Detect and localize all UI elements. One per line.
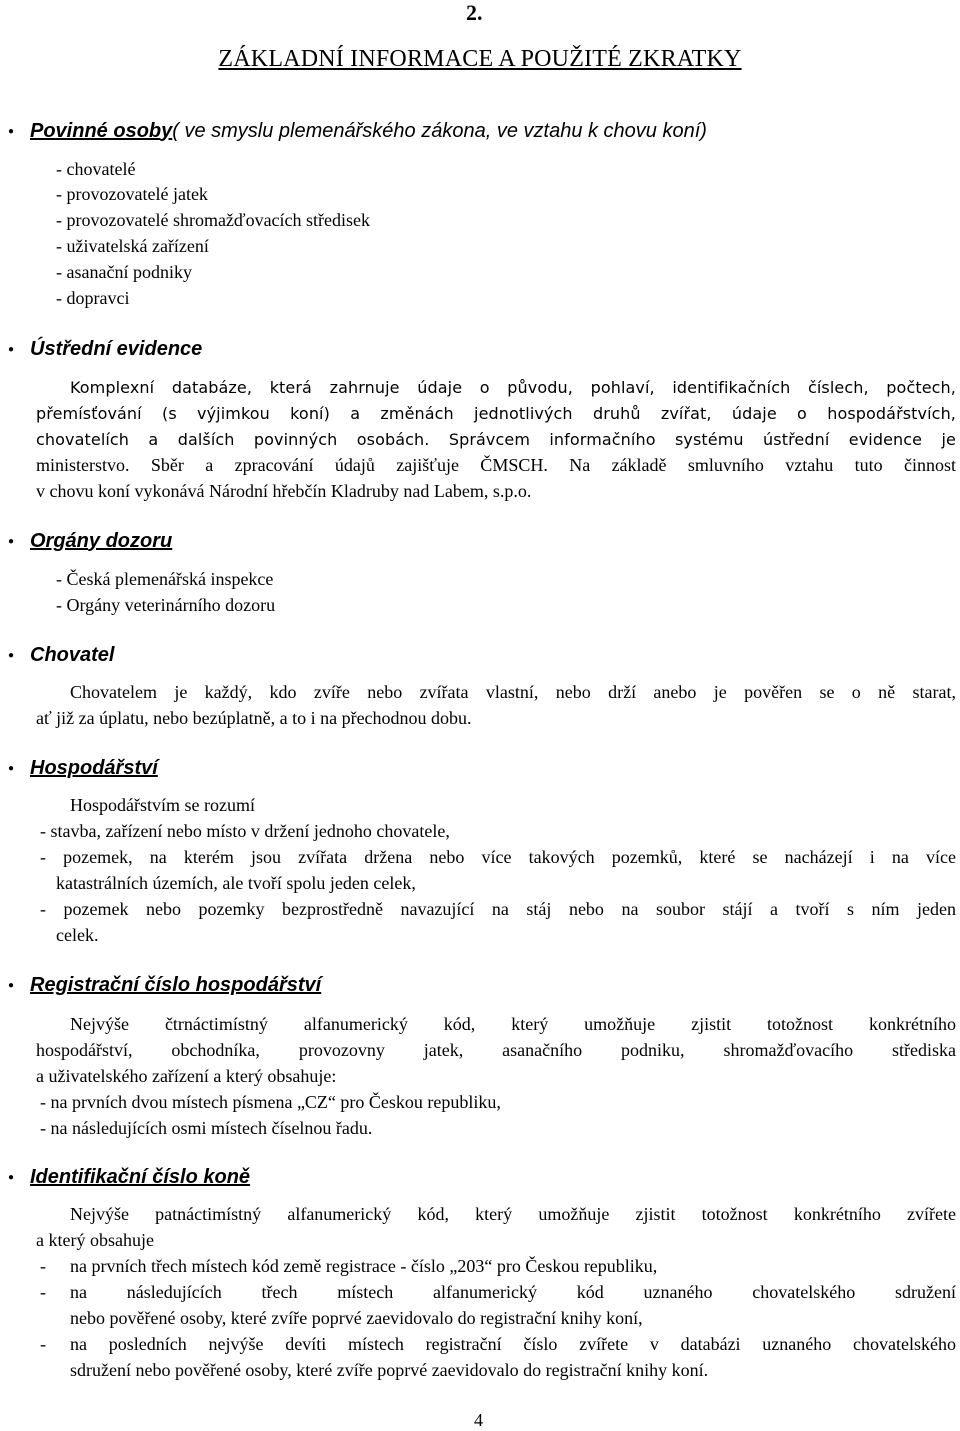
- list-item-continuation: celek.: [56, 925, 99, 945]
- bullet-icon: ●: [8, 125, 15, 137]
- list-item: - Česká plemenářská inspekce: [56, 569, 274, 589]
- list-item: - uživatelská zařízení: [56, 236, 209, 256]
- list-item-continuation: nebo pověřené osoby, které zvíře poprvé zaevidovalo do registrační knihy koní,: [70, 1308, 643, 1328]
- page-label: 2.: [466, 0, 483, 25]
- section-heading: [8, 1164, 250, 1190]
- list-item: - na následujících osmi místech číselnou řadu.: [40, 1118, 373, 1138]
- paragraph-line: Nejvýše patnáctimístný alfanumerický kód, který umožňuje zjistit totožnost konkrétního zvířete: [70, 1204, 956, 1224]
- list-item-continuation: katastrálních územích, ale tvoří spolu jeden celek,: [56, 873, 416, 893]
- paragraph-line: Hospodářstvím se rozumí: [70, 795, 255, 815]
- list-item: - pozemek nebo pozemky bezprostředně navazující na stáj nebo na soubor stájí a tvoří s ním jeden: [40, 899, 956, 919]
- list-item-continuation: sdružení nebo pověřené osoby, které zvíře poprvé zaevidovalo do registrační knihy koní.: [70, 1360, 709, 1380]
- bullet-icon: ●: [8, 1171, 15, 1183]
- section-heading: [8, 336, 202, 362]
- list-item: - asanační podniky: [56, 262, 192, 282]
- heading-text: Povinné osoby: [30, 119, 173, 142]
- heading-text: Chovatel: [30, 643, 115, 666]
- list-item: - Orgány veterinárního dozoru: [56, 595, 276, 615]
- dash-marker: -: [40, 1334, 46, 1354]
- bullet-icon: ●: [8, 343, 15, 355]
- paragraph-line: Nejvýše čtrnáctimístný alfanumerický kód, který umožňuje zjistit totožnost konkrétního: [70, 1014, 956, 1034]
- list-item: - provozovatelé jatek: [56, 184, 208, 204]
- list-item: - stavba, zařízení nebo místo v držení jednoho chovatele,: [40, 821, 450, 841]
- bullet-icon: ●: [8, 649, 15, 661]
- list-item: - pozemek, na kterém jsou zvířata držena nebo více takových pozemků, které se nacházejí i na více: [40, 847, 956, 867]
- bullet-icon: ●: [8, 979, 15, 991]
- list-item: na prvních třech místech kód země registrace - číslo „203“ pro Českou republiku,: [70, 1256, 658, 1276]
- paragraph-line: v chovu koní vykonává Národní hřebčín Kladruby nad Labem, s.p.o.: [36, 481, 532, 501]
- paragraph-line: Chovatelem je každý, kdo zvíře nebo zvířata vlastní, nebo drží anebo je pověřen se o ně starat,: [70, 682, 956, 702]
- heading-text: Identifikační číslo koně: [30, 1165, 251, 1188]
- list-item: - na prvních dvou místech písmena „CZ“ pro Českou republiku,: [40, 1092, 501, 1112]
- section-heading: [8, 755, 158, 781]
- paragraph-line: a který obsahuje: [36, 1230, 154, 1250]
- page-number: 4: [474, 1410, 483, 1430]
- section-heading: [8, 972, 321, 998]
- bullet-icon: ●: [8, 535, 15, 547]
- list-item: na následujících třech místech alfanumerický kód uznaného chovatelského sdružení: [70, 1282, 956, 1302]
- section-heading: [8, 642, 114, 668]
- page-title: ZÁKLADNÍ INFORMACE A POUŽITÉ ZKRATKY: [218, 46, 742, 72]
- section-heading: [8, 528, 172, 554]
- paragraph-line: a uživatelského zařízení a který obsahuje:: [36, 1066, 337, 1086]
- heading-text: Ústřední evidence: [30, 337, 203, 360]
- heading-subtext: ( ve smyslu plemenářského zákona, ve vztahu k chovu koní): [172, 119, 707, 142]
- paragraph-line: ministerstvo. Sběr a zpracování údajů zajišťuje ČMSCH. Na základě smluvního vztahu tuto činnost: [36, 455, 956, 475]
- list-item: na posledních nejvýše devíti místech registrační číslo zvířete v databázi uznaného chovatelského: [70, 1334, 956, 1354]
- heading-text: Orgány dozoru: [30, 529, 173, 552]
- paragraph-line: přemísťování (s výjimkou koní) a změnách jednotlivých druhů zvířat, údaje o hospodářstvích,: [36, 404, 956, 423]
- list-item: - chovatelé: [56, 159, 136, 179]
- paragraph-line: Komplexní databáze, která zahrnuje údaje o původu, pohlaví, identifikačních číslech, počtech,: [70, 378, 956, 397]
- section-heading: [8, 118, 707, 144]
- dash-marker: -: [40, 1256, 46, 1276]
- list-item: - dopravci: [56, 288, 130, 308]
- paragraph-line: hospodářství, obchodníka, provozovny jatek, asanačního podniku, shromažďovacího střediska: [36, 1040, 956, 1060]
- paragraph-line: chovatelích a dalších povinných osobách. Správcem informačního systému ústřední evidence je: [36, 430, 956, 449]
- heading-text: Registrační číslo hospodářství: [30, 973, 322, 996]
- heading-text: Hospodářství: [30, 756, 158, 779]
- list-item: - provozovatelé shromažďovacích středisek: [56, 210, 371, 230]
- dash-marker: -: [40, 1282, 46, 1302]
- bullet-icon: ●: [8, 762, 15, 774]
- paragraph-line: ať již za úplatu, nebo bezúplatně, a to i na přechodnou dobu.: [36, 708, 472, 728]
